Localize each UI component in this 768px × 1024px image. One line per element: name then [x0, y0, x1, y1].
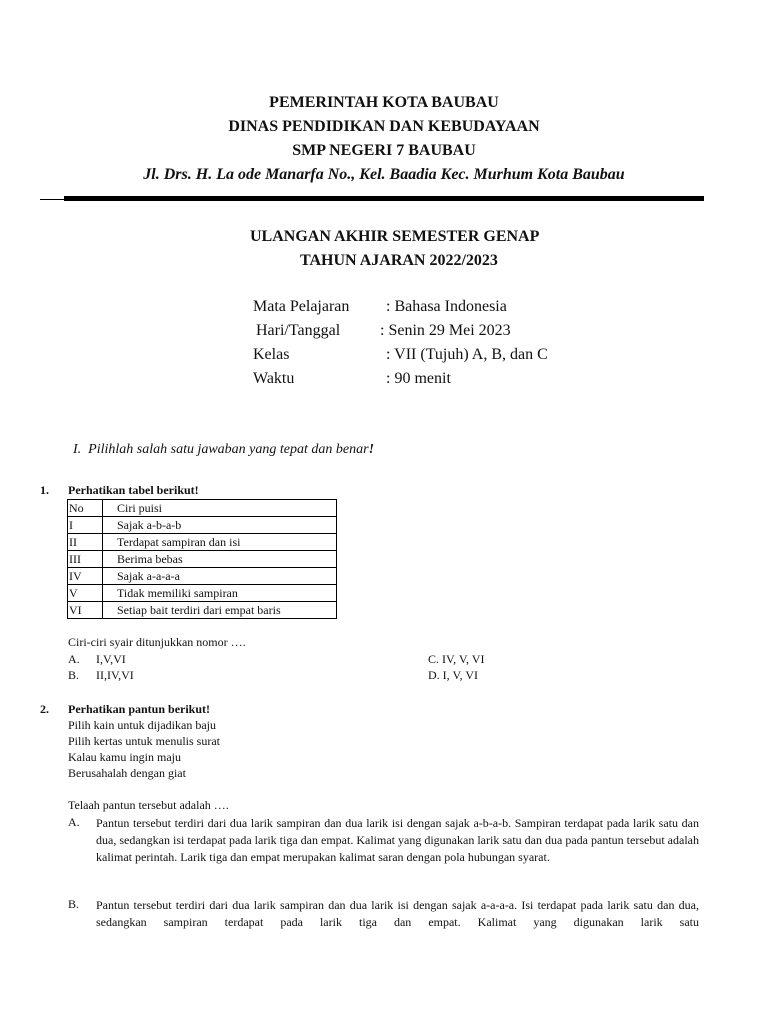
- section-numeral: I.: [73, 442, 82, 457]
- table-row: [68, 500, 337, 517]
- exam-title: ULANGAN AKHIR SEMESTER GENAP: [250, 228, 540, 245]
- table-cell: Setiap bait terdiri dari empat baris: [103, 602, 337, 619]
- pantun-line-2: Pilih kertas untuk menulis surat: [68, 734, 220, 748]
- table-cell: Sajak a-b-a-b: [103, 517, 337, 534]
- pantun-line-1: Pilih kain untuk dijadikan baju: [68, 718, 216, 732]
- table-cell: I: [68, 517, 103, 534]
- info-date-label: Hari/Tanggal: [256, 322, 341, 339]
- table-row: [68, 568, 337, 585]
- table-row: [68, 517, 337, 534]
- question-1-option-c: C. IV, V, VI: [428, 652, 485, 666]
- header-address: Jl. Drs. H. La ode Manarfa No., Kel. Baadia Kec. Murhum Kota Baubau: [143, 166, 625, 183]
- question-1-option-a: I,V,VI: [96, 652, 126, 666]
- table-row: [68, 585, 337, 602]
- question-1-option-b: II,IV,VI: [96, 668, 134, 682]
- info-class-label: Kelas: [253, 346, 290, 363]
- section-instruction-mark: !: [368, 442, 375, 457]
- question-2-heading: Perhatikan pantun berikut!: [68, 702, 211, 716]
- table-cell: Terdapat sampiran dan isi: [103, 534, 337, 551]
- letterhead-rule: [64, 196, 704, 201]
- question-2-number: 2.: [40, 702, 49, 716]
- table-row: [68, 551, 337, 568]
- table-cell: Berima bebas: [103, 551, 337, 568]
- exam-year: TAHUN AJARAN 2022/2023: [300, 252, 498, 269]
- section-instruction: [73, 442, 374, 458]
- table-cell: II: [68, 534, 103, 551]
- question-2-option-b-letter: B.: [68, 897, 80, 911]
- question-2-option-a: Pantun tersebut terdiri dari dua larik sampiran dan dua larik isi dengan sajak a-b-a-b. Sampiran terdapat pada larik satu dan dua, sedangkan isi terdapat pada larik tiga dan empat. Kalimat yang digunakan larik satu dan dua pada pantun tersebut adalah kalimat perintah. Larik tiga dan empat merupakan kalimat saran dengan pola hubungan syarat.: [96, 816, 699, 864]
- pantun-line-4: Berusahalah dengan giat: [68, 766, 186, 780]
- info-subject-value: : Bahasa Indonesia: [386, 298, 507, 315]
- exam-info: [253, 298, 653, 398]
- question-1-option-b-letter: B.: [68, 668, 80, 682]
- question-1-option-a-letter: A.: [68, 652, 80, 666]
- info-date-value: : Senin 29 Mei 2023: [380, 322, 511, 339]
- table-cell: Sajak a-a-a-a: [103, 568, 337, 585]
- table-cell: III: [68, 551, 103, 568]
- table-cell: Ciri puisi: [103, 500, 337, 517]
- question-1-number: 1.: [40, 483, 49, 497]
- table-cell: IV: [68, 568, 103, 585]
- info-subject-label: Mata Pelajaran: [253, 298, 350, 315]
- info-time-value: : 90 menit: [386, 370, 451, 387]
- header-government: PEMERINTAH KOTA BAUBAU: [269, 94, 499, 111]
- header-school: SMP NEGERI 7 BAUBAU: [292, 142, 476, 159]
- question-2-option-a-letter: A.: [68, 815, 80, 829]
- table-cell: V: [68, 585, 103, 602]
- info-time-label: Waktu: [253, 370, 295, 387]
- pantun-line-3: Kalau kamu ingin maju: [68, 750, 181, 764]
- question-1-text: Ciri-ciri syair ditunjukkan nomor ….: [68, 635, 246, 649]
- question-1-table: [67, 499, 337, 619]
- header-department: DINAS PENDIDIKAN DAN KEBUDAYAAN: [228, 118, 540, 135]
- table-cell: Tidak memiliki sampiran: [103, 585, 337, 602]
- question-2-text: Telaah pantun tersebut adalah ….: [68, 798, 229, 812]
- question-1-option-d: D. I, V, VI: [428, 668, 479, 682]
- question-2-option-b: Pantun tersebut terdiri dari dua larik sampiran dan dua larik isi dengan sajak a-a-a-a. Isi terdapat pada larik satu dan dua, sedangkan sampiran terdapat pada larik tiga dan empat. Kalimat yang digunakan larik satu: [96, 898, 699, 929]
- table-row: [68, 534, 337, 551]
- table-cell: No: [68, 500, 103, 517]
- info-class-value: : VII (Tujuh) A, B, dan C: [386, 346, 548, 363]
- letterhead-rule-left: [40, 199, 66, 200]
- table-cell: VI: [68, 602, 103, 619]
- question-1-heading: Perhatikan tabel berikut!: [68, 483, 199, 497]
- section-instruction-text: Pilihlah salah satu jawaban yang tepat dan benar: [88, 442, 369, 457]
- table-row: [68, 602, 337, 619]
